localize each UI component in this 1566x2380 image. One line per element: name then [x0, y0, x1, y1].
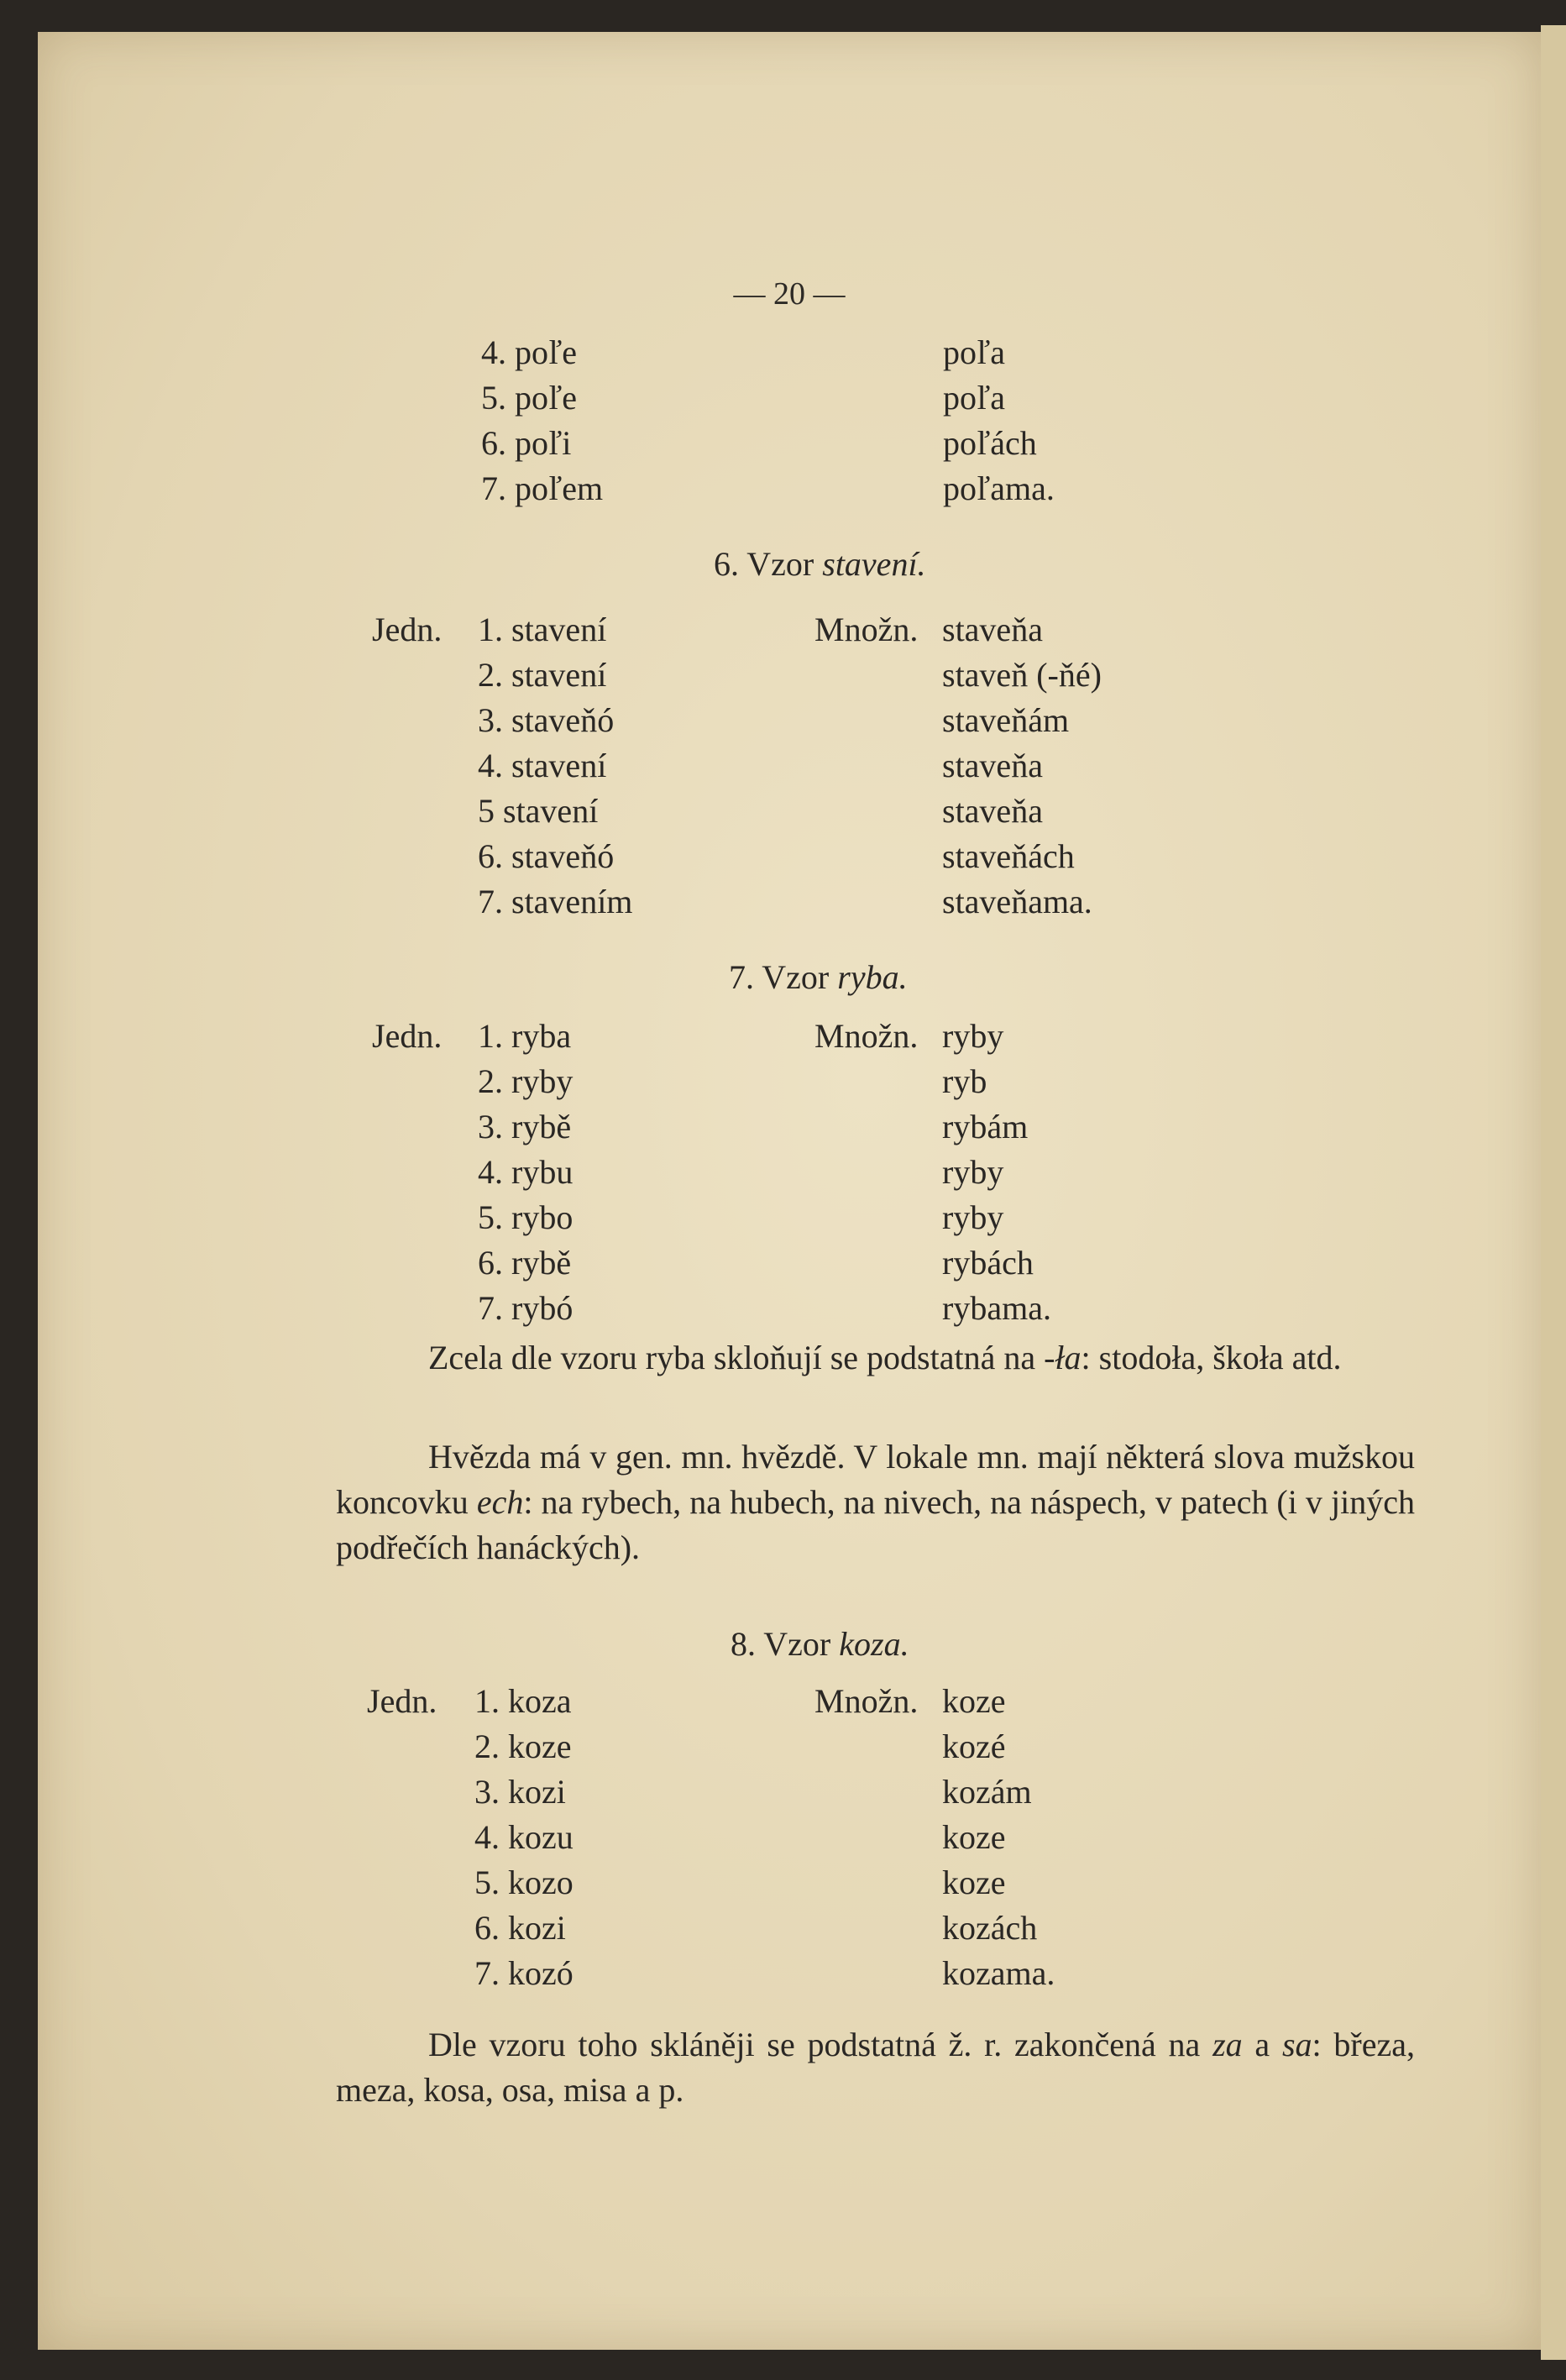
s6-sg-7: 7. stavením [478, 883, 633, 920]
s6-sg-2: 2. stavení [478, 656, 607, 694]
s6-sg-3: 3. staveňó [478, 701, 615, 739]
section-6-heading: 6. Vzor stavení. [714, 545, 926, 583]
s8-pl-1: koze [942, 1682, 1006, 1720]
s6-pl-7: staveňama. [942, 883, 1092, 920]
s8-pl-6: kozách [942, 1909, 1038, 1947]
pole-pl-4: poľa [943, 333, 1006, 371]
s7-sg-4: 4. rybu [478, 1153, 574, 1191]
s7-pl-5: ryby [942, 1198, 1004, 1236]
s6-mnozn-label: Množn. [814, 611, 919, 648]
s7-sg-2: 2. ryby [478, 1062, 574, 1100]
s6-pl-3: staveňám [942, 701, 1070, 739]
s8-sg-7: 7. kozó [474, 1954, 574, 1992]
s7-pl-4: ryby [942, 1153, 1004, 1191]
s6-sg-4: 4. stavení [478, 747, 607, 784]
s6-sg-5: 5 stavení [478, 792, 599, 830]
s8-mnozn-label: Množn. [814, 1682, 919, 1720]
s6-pl-6: staveňách [942, 837, 1075, 875]
s6-pl-2: staveň (-ňé) [942, 656, 1102, 694]
s8-sg-4: 4. kozu [474, 1818, 574, 1856]
s7-pl-2: ryb [942, 1062, 987, 1100]
section-7-heading: 7. Vzor ryba. [729, 958, 908, 996]
s6-sg-1: 1. stavení [478, 611, 607, 648]
s7-pl-3: rybám [942, 1108, 1029, 1145]
section-8-heading: 8. Vzor koza. [731, 1625, 909, 1663]
pole-sg-4: 4. poľe [481, 333, 578, 371]
s7-sg-3: 3. rybě [478, 1108, 572, 1145]
s8-pl-4: koze [942, 1818, 1006, 1856]
s6-pl-1: staveňa [942, 611, 1043, 648]
s8-pl-7: kozama. [942, 1954, 1055, 1992]
paragraph-3: Dle vzoru toho skláněji se podstatná ž. r. zakončená na za a sa: březa, meza, kosa, osa, misa a p. [336, 2026, 1415, 2109]
s8-pl-5: koze [942, 1864, 1006, 1901]
s7-mnozn-label: Množn. [814, 1017, 919, 1055]
s8-sg-1: 1. koza [474, 1682, 572, 1720]
book-page [38, 32, 1541, 2350]
s7-pl-7: rybama. [942, 1289, 1051, 1327]
s6-pl-5: staveňa [942, 792, 1043, 830]
s8-jedn-label: Jedn. [367, 1682, 437, 1720]
s6-sg-6: 6. staveňó [478, 837, 615, 875]
page-number: — 20 — [733, 276, 846, 312]
s8-sg-5: 5. kozo [474, 1864, 574, 1901]
s6-pl-4: staveňa [942, 747, 1043, 784]
paragraph-1: Zcela dle vzoru ryba skloňují se podstatná na -ła: stodoła, škoła atd. [428, 1339, 1342, 1376]
pole-sg-6: 6. poľi [481, 424, 572, 462]
pole-sg-7: 7. poľem [481, 469, 604, 507]
page-edge [1541, 25, 1566, 2360]
s8-pl-2: kozé [942, 1727, 1006, 1765]
s6-jedn-label: Jedn. [372, 611, 443, 648]
pole-sg-5: 5. poľe [481, 379, 578, 417]
s8-sg-6: 6. kozi [474, 1909, 566, 1947]
pole-pl-7: poľama. [943, 469, 1055, 507]
paragraph-2: Hvězda má v gen. mn. hvězdě. V lokale mn. mají některá slova mužskou koncovku ech: na rybech, na hubech, na nivech, na náspech, v patech (i v jiných podřečích hanáckých). [336, 1438, 1415, 1566]
s7-pl-1: ryby [942, 1017, 1004, 1055]
s7-sg-1: 1. ryba [478, 1017, 572, 1055]
s8-sg-3: 3. kozi [474, 1773, 566, 1811]
pole-pl-6: poľách [943, 424, 1037, 462]
pole-pl-5: poľa [943, 379, 1006, 417]
s7-sg-7: 7. rybó [478, 1289, 574, 1327]
s7-pl-6: rybách [942, 1244, 1034, 1282]
s8-pl-3: kozám [942, 1773, 1032, 1811]
s7-sg-5: 5. rybo [478, 1198, 574, 1236]
s8-sg-2: 2. koze [474, 1727, 572, 1765]
s7-jedn-label: Jedn. [372, 1017, 443, 1055]
s7-sg-6: 6. rybě [478, 1244, 572, 1282]
